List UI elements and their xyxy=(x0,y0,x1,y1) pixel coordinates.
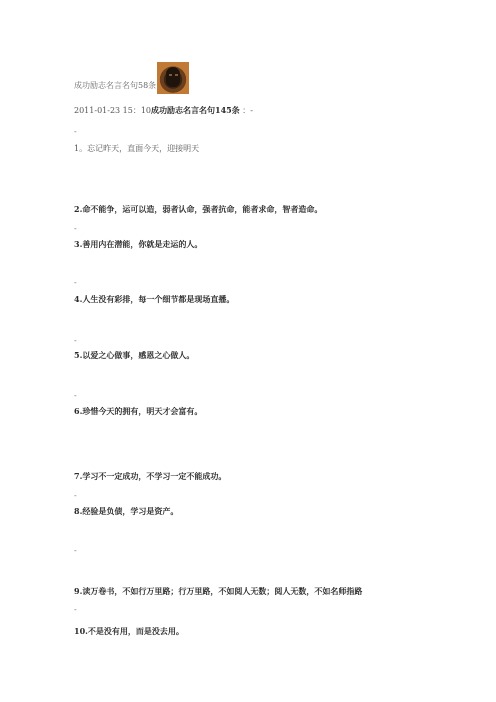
quote-4: 4.人生没有彩排，每一个细节都是现场直播。 xyxy=(74,294,235,304)
quote-8: 8.经验是负债，学习是资产。 xyxy=(74,506,179,516)
quote-2: 2.命不能争，运可以造，弱者认命，强者抗命，能者求命，智者造命。 xyxy=(74,204,323,214)
portrait-eye-right xyxy=(175,74,178,76)
separator-dash: - xyxy=(74,336,77,345)
portrait-face xyxy=(166,67,180,87)
quote-6: 6.珍惜今天的拥有，明天才会富有。 xyxy=(74,406,203,416)
separator-dash: - xyxy=(74,278,77,287)
portrait-eye-left xyxy=(169,74,172,76)
portrait-image xyxy=(157,62,189,94)
quote-5: 5.以爱之心做事，感恩之心做人。 xyxy=(74,350,195,360)
separator-dash: - xyxy=(74,605,77,614)
separator-dash: - xyxy=(74,127,77,136)
quote-10: 10.不是没有用，而是没去用。 xyxy=(74,626,184,636)
title-row xyxy=(74,62,189,94)
post-meta-suffix: ：- xyxy=(239,106,253,115)
separator-dash: - xyxy=(74,391,77,400)
quote-3: 3.善用内在潜能，你就是走运的人。 xyxy=(74,239,203,249)
post-subtitle: 成功励志名言名句145条 xyxy=(151,105,240,115)
quote-7: 7.学习不一定成功，不学习一定不能成功。 xyxy=(74,471,227,481)
post-timestamp: 2011-01-23 15：10 xyxy=(74,106,152,115)
separator-dash: - xyxy=(74,491,77,500)
separator-dash: - xyxy=(74,546,77,555)
separator-dash: - xyxy=(74,224,77,233)
quote-1: 1。忘记昨天，直面今天，迎接明天 xyxy=(74,144,200,153)
post-meta xyxy=(74,104,253,117)
page-title: 成功励志名言名句58条 xyxy=(74,81,157,90)
quote-9: 9.读万卷书，不如行万里路；行万里路，不如阅人无数；阅人无数，不如名师指路 xyxy=(74,586,363,596)
